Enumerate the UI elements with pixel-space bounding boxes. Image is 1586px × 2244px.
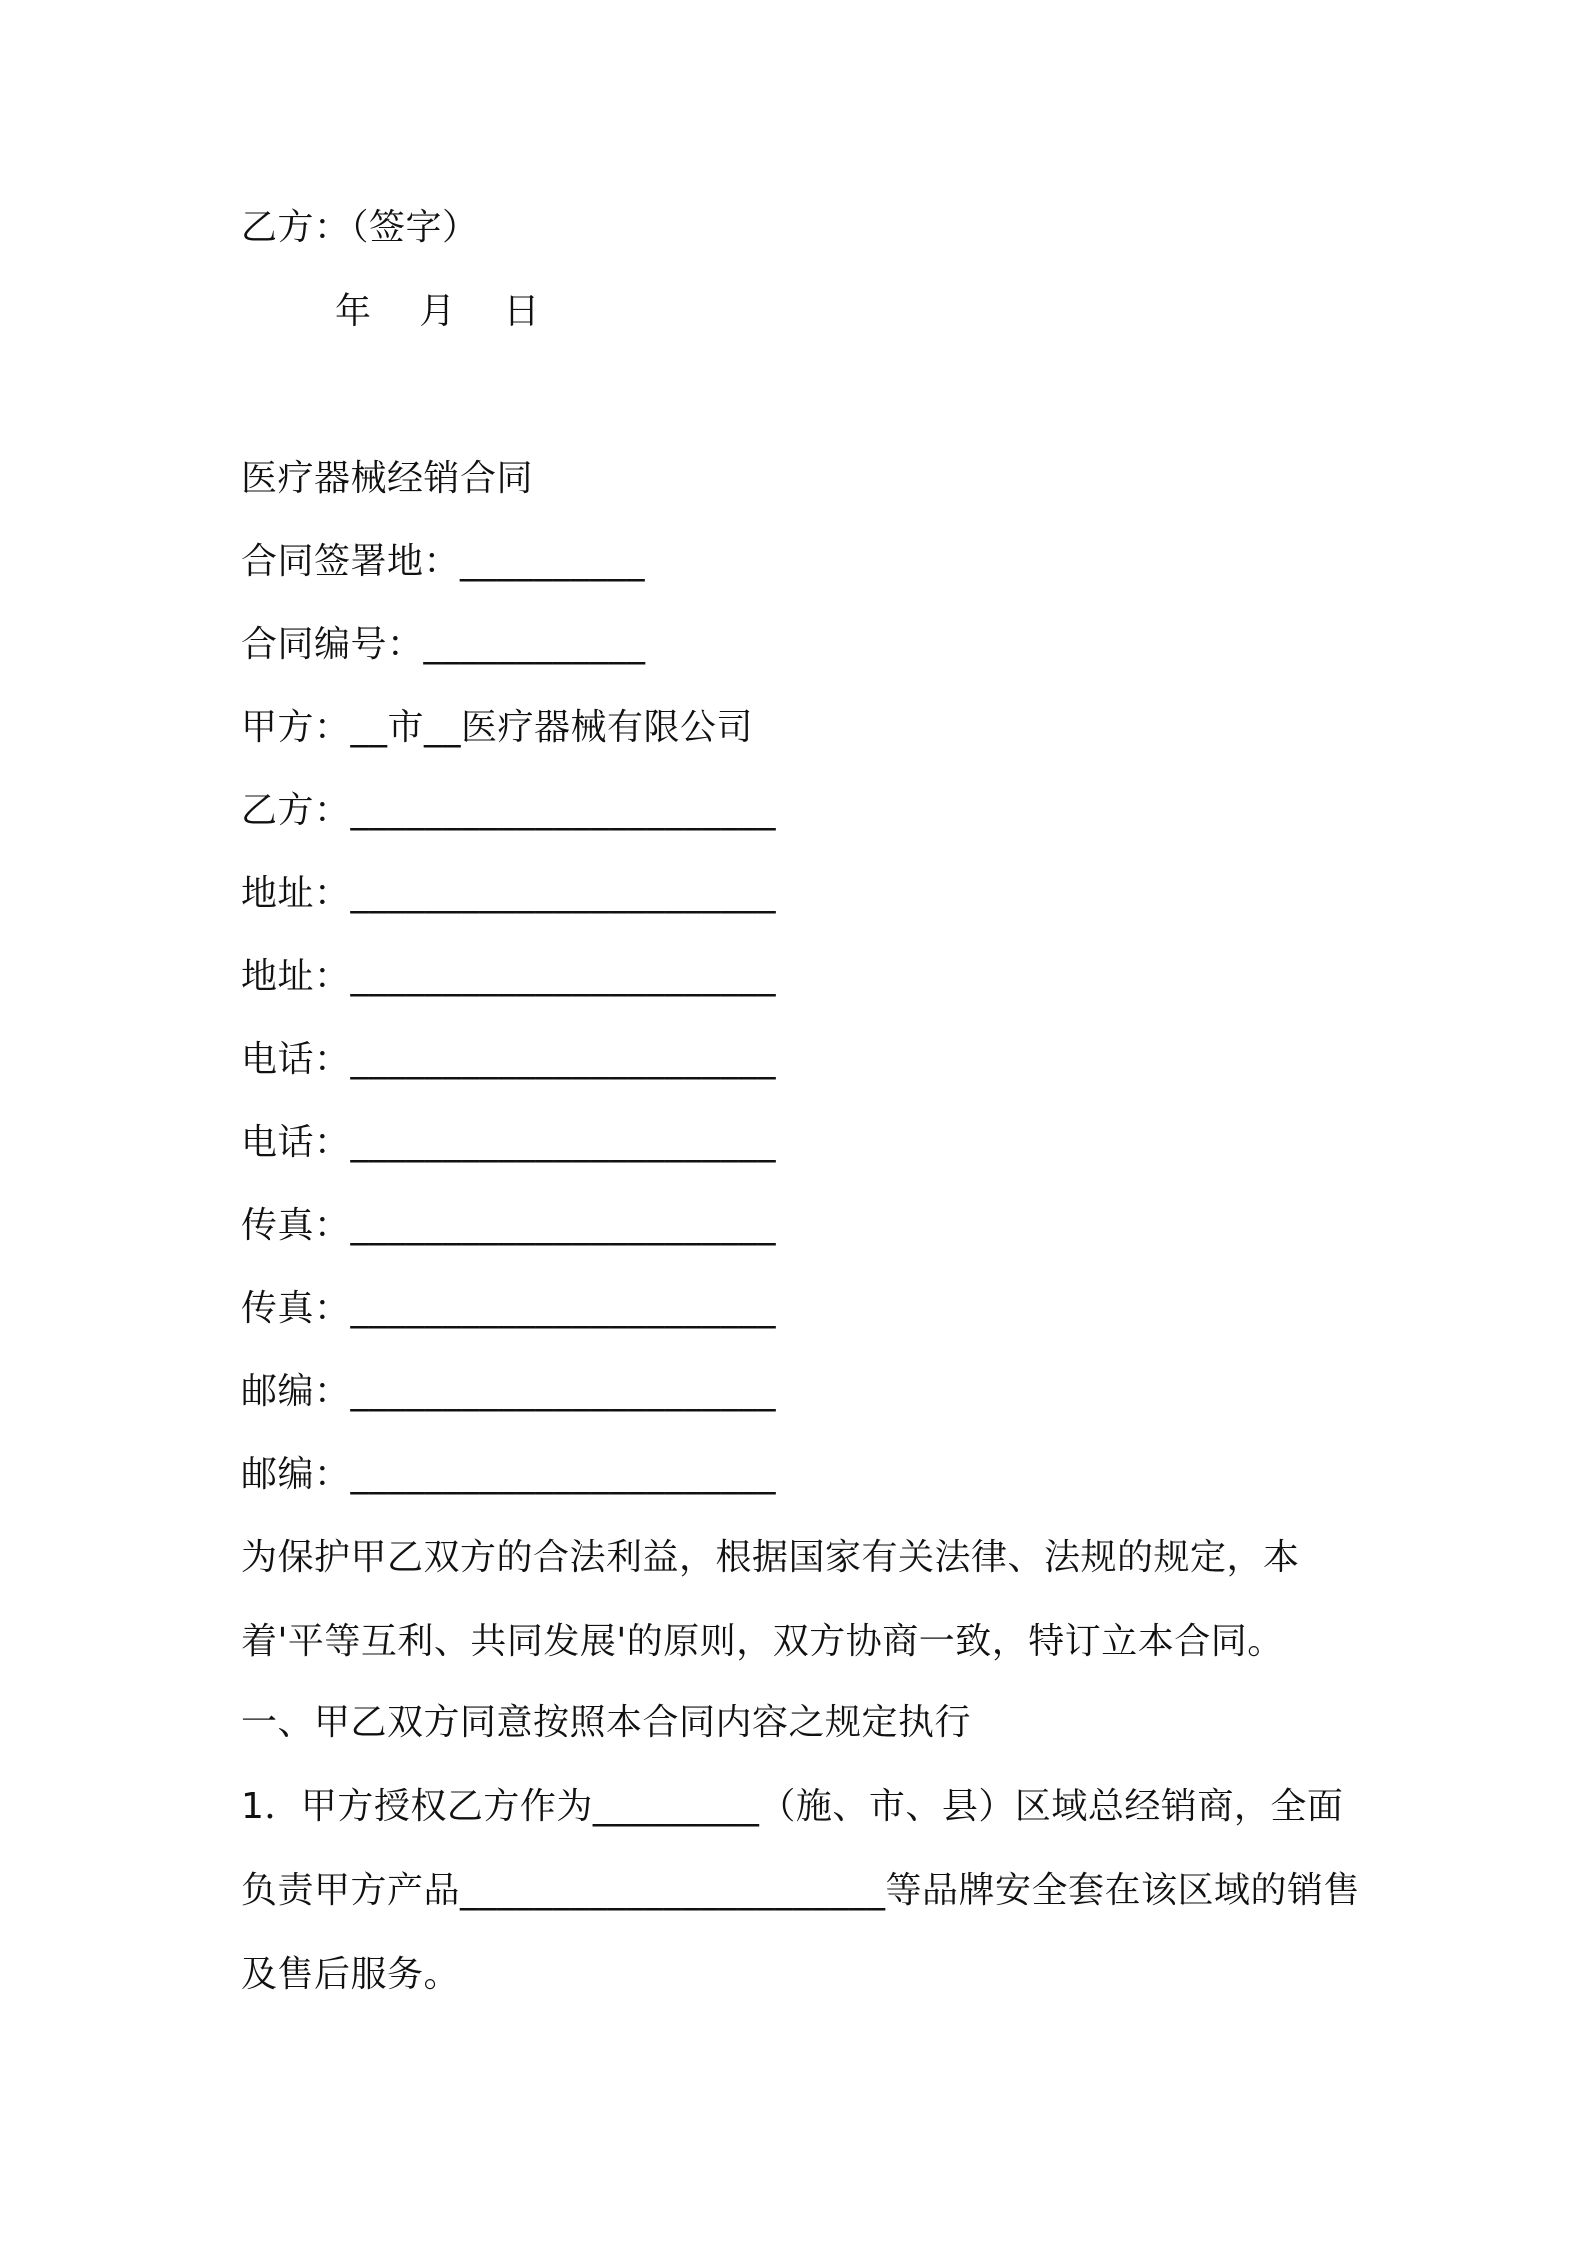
section-1-heading: 一、甲乙双方同意按照本合同内容之规定执行 (241, 1702, 972, 1743)
phone-field-1: 电话：_______________________ (241, 1039, 777, 1080)
fax-field-1: 传真：_______________________ (241, 1205, 777, 1246)
sign-place-field: 合同签署地：__________ (241, 541, 646, 582)
address-field-2: 地址：_______________________ (241, 956, 777, 997)
phone-field-2: 电话：_______________________ (241, 1122, 777, 1163)
address-field-1: 地址：_______________________ (241, 873, 777, 914)
postcode-field-1: 邮编：_______________________ (241, 1371, 777, 1412)
intro-paragraph: 为保护甲乙双方的合法利益，根据国家有关法律、法规的规定，本着'平等互利、共同发展'的原则，双方协商一致，特订立本合同。 (241, 1537, 1300, 1662)
fax-field-2: 传真：_______________________ (241, 1288, 777, 1329)
party-b-field: 乙方：_______________________ (241, 790, 777, 831)
contract-number-field: 合同编号：____________ (241, 624, 646, 665)
signature-date-line: 年 月 日 (335, 291, 541, 332)
clause-1-paragraph: 1．甲方授权乙方作为_________（施、市、县）区域总经销商，全面负责甲方产品_______________________等品牌安全套在该区域的销售及售后服务。 (241, 1786, 1361, 1995)
party-a-field: 甲方：__市__医疗器械有限公司 (241, 707, 754, 748)
contract-title: 医疗器械经销合同 (241, 458, 534, 499)
postcode-field-2: 邮编：_______________________ (241, 1454, 777, 1495)
party-b-signature-line: 乙方：（签字） (241, 207, 479, 248)
